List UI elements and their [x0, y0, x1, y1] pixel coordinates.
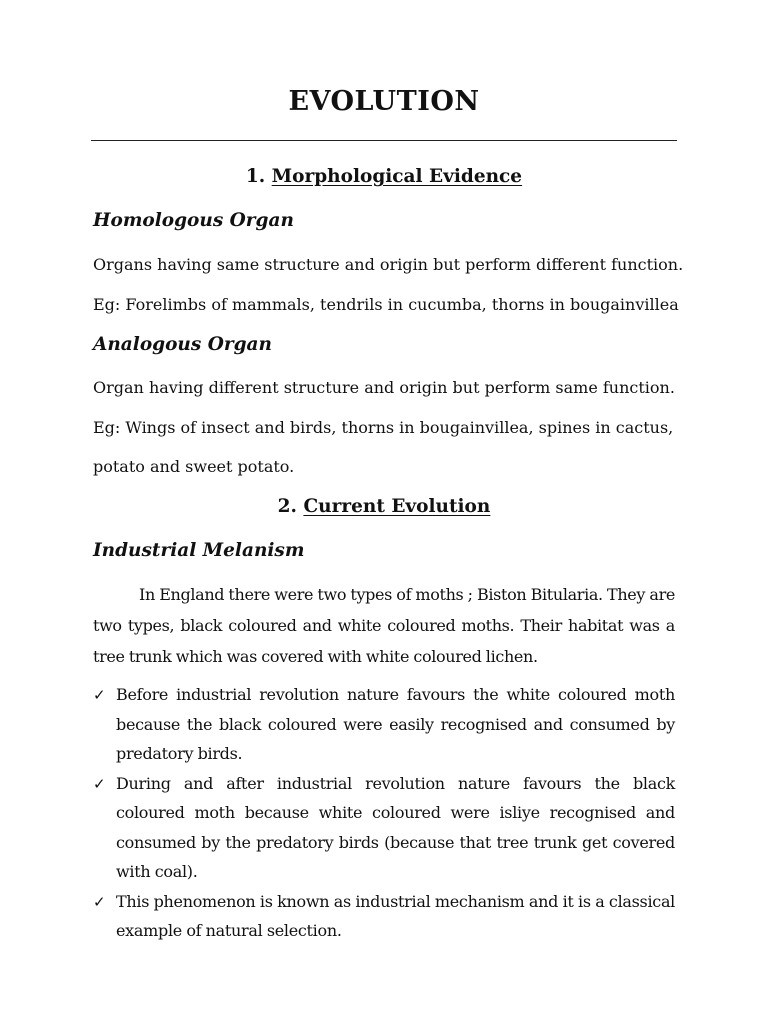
subheading-homologous: Homologous Organ [93, 210, 294, 231]
subheading-industrial-melanism: Industrial Melanism [93, 540, 305, 561]
melanism-bullet-list [93, 680, 675, 946]
list-item [93, 680, 675, 769]
list-item [93, 769, 675, 887]
checkmark-icon: ✓ [93, 686, 106, 704]
melanism-paragraph [93, 579, 675, 672]
list-item-text: This phenomenon is known as industrial mechanism and it is a classical example of natural selection. [116, 891, 675, 940]
homologous-definition: Organs having same structure and origin but perform different function. [93, 255, 684, 274]
subheading-analogous: Analogous Organ [93, 334, 272, 355]
homologous-example: Eg: Forelimbs of mammals, tendrils in cucumba, thorns in bougainvillea [93, 295, 679, 314]
analogous-example-line2: potato and sweet potato. [93, 457, 295, 476]
section-title: Current Evolution [303, 496, 491, 517]
analogous-definition: Organ having different structure and origin but perform same function. [93, 378, 675, 397]
document-title: EVOLUTION [288, 86, 480, 117]
melanism-paragraph-text: In England there were two types of moths ; Biston Bitularia. They are two types, black coloured and white coloured moths. Their habitat was a tree trunk which was covered with white coloured lichen. [93, 585, 675, 666]
title-divider [91, 140, 677, 141]
section-number: 1. [245, 166, 266, 187]
section-title: Morphological Evidence [271, 166, 523, 187]
list-item-text: During and after industrial revolution nature favours the black coloured moth because white coloured were isliye recognised and consumed by the predatory birds (because that tree trunk get covered with coal). [116, 773, 675, 881]
list-item [93, 887, 675, 946]
analogous-example-line1: Eg: Wings of insect and birds, thorns in bougainvillea, spines in cactus, [93, 418, 674, 437]
list-item-text: Before industrial revolution nature favours the white coloured moth because the black coloured were easily recognised and consumed by predatory birds. [116, 685, 675, 763]
checkmark-icon: ✓ [93, 774, 106, 793]
section-number: 2. [277, 496, 297, 517]
checkmark-icon: ✓ [93, 892, 106, 911]
section-heading-current-evolution [0, 496, 768, 517]
section-heading-morphological [0, 166, 768, 187]
